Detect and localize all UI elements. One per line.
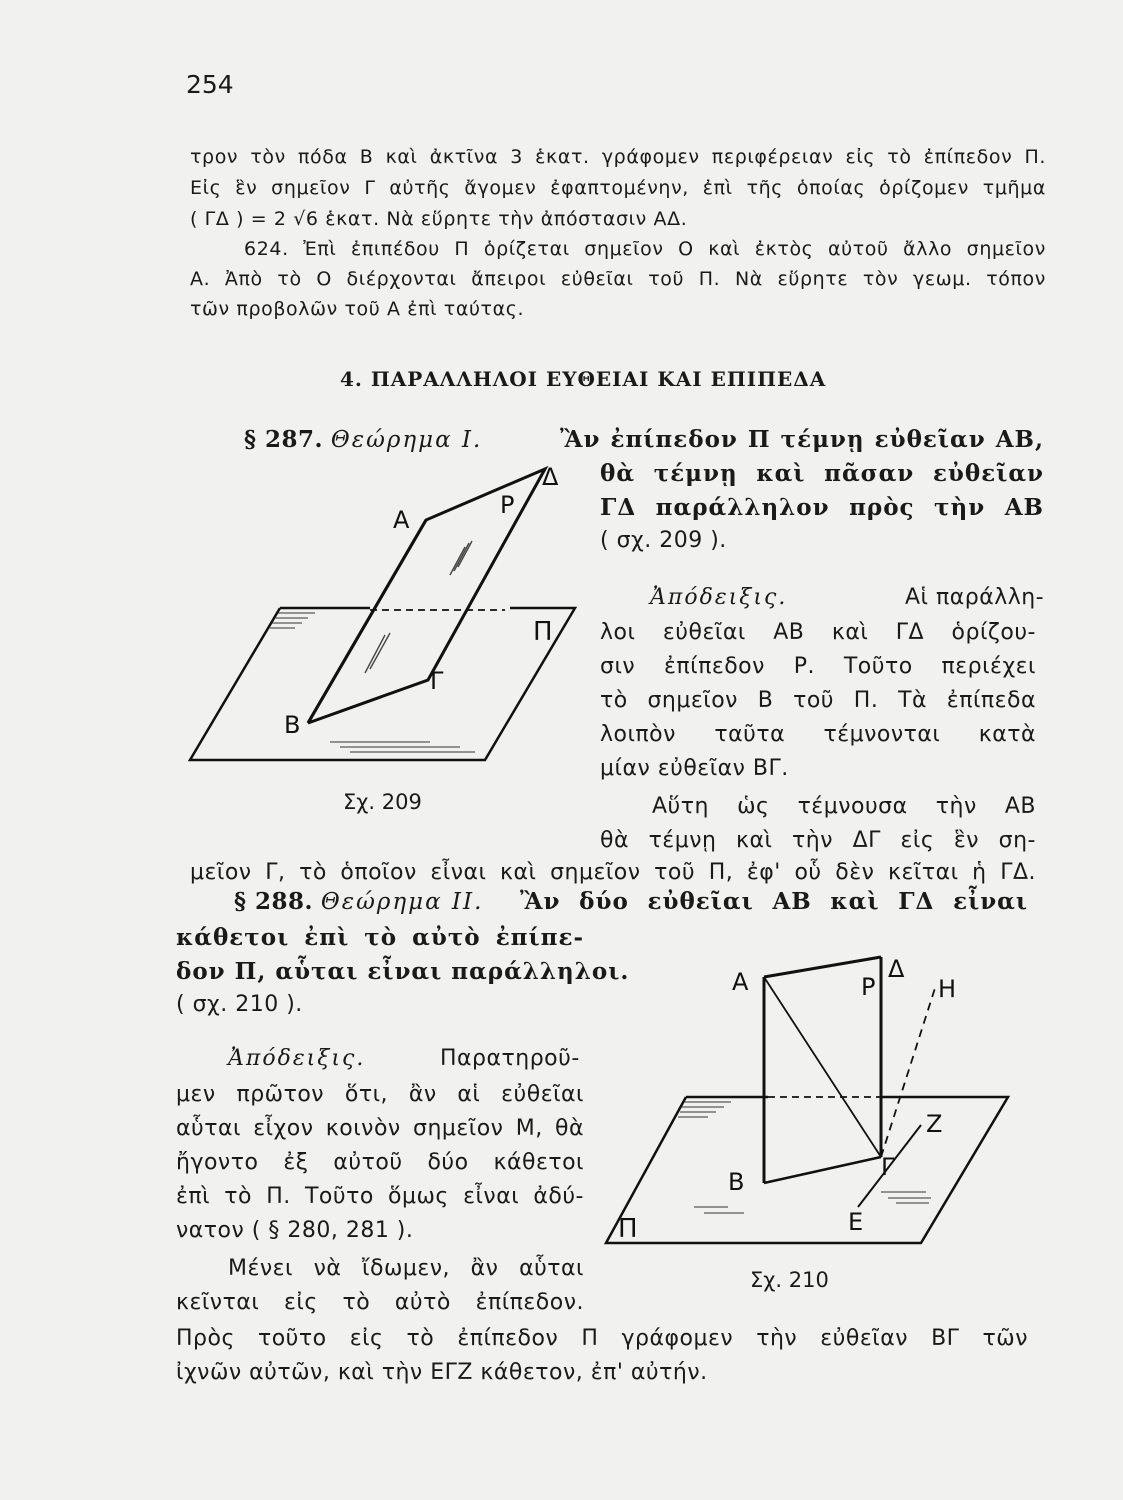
label-a: Α [393, 506, 410, 534]
theorem-statement: θὰ τέμνῃ καὶ πᾶσαν εὐθεῖαν [600, 460, 1044, 487]
line-a-g [764, 977, 881, 1157]
page-number: 254 [186, 70, 234, 99]
proof-line: μεῖον Γ, τὸ ὁποῖον εἶναι καὶ σημεῖον τοῦ Π, ἐφ' οὗ δὲν κεῖται ἡ ΓΔ. [190, 860, 1036, 885]
proof-line: λοι εὐθεῖαι ΑΒ καὶ ΓΔ ὁρίζου- [600, 620, 1036, 645]
figure-reference: ( σχ. 209 ). [600, 528, 727, 553]
theorem-statement: Ἂν δύο εὐθεῖαι ΑΒ καὶ ΓΔ εἶναι [520, 888, 1028, 915]
proof-line: Μένει νὰ ἴδωμεν, ἂν αὗται [228, 1256, 584, 1281]
theorem-statement: ΓΔ παράλληλον πρὸς τὴν ΑΒ [600, 494, 1044, 521]
theorem-statement: κάθετοι ἐπὶ τὸ αὐτὸ ἐπίπε- [176, 924, 584, 951]
plane-pi-edge [190, 608, 575, 760]
theorem-statement: δον Π, αὗται εἶναι παράλληλοι. [176, 958, 630, 985]
label-d: Δ [888, 955, 905, 983]
label-r: Ρ [861, 973, 876, 1001]
line-bg [764, 1157, 881, 1183]
theorem-1-header [244, 428, 482, 452]
label-g: Γ [881, 1153, 895, 1181]
label-g: Γ [430, 667, 444, 695]
proof-line: Πρὸς τοῦτο εἰς τὸ ἐπίπεδον Π γράφομεν τὴν εὐθεῖαν ΒΓ τῶν [176, 1326, 1028, 1351]
line-bg [308, 680, 428, 723]
label-z: Ζ [926, 1110, 943, 1138]
proof-line: μίαν εὐθεῖαν ΒΓ. [600, 756, 789, 781]
text-line: 624. Ἐπὶ ἐπιπέδου Π ὁρίζεται σημεῖον Ο καὶ ἐκτὸς αὐτοῦ ἄλλο σημεῖον [244, 238, 1046, 260]
figure-209 [180, 455, 580, 785]
proof-line: σιν ἐπίπεδον Ρ. Τοῦτο περιέχει [600, 654, 1036, 679]
proof-label: Ἀπόδειξις. [228, 1046, 366, 1071]
proof-line: τὸ σημεῖον Β τοῦ Π. Τὰ ἐπίπεδα [600, 688, 1036, 713]
theorem-name: Θεώρημα ΙΙ. [320, 889, 484, 915]
label-r: Ρ [500, 491, 515, 519]
text-line: ( ΓΔ ) = 2 √6 ἑκατ. Νὰ εὕρητε τὴν ἀπόστασιν ΑΔ. [190, 208, 688, 230]
proof-line: Αὕτη ὡς τέμνουσα τὴν ΑΒ [652, 794, 1036, 819]
proof-line: ἐπὶ τὸ Π. Τοῦτο ὅμως εἶναι ἀδύ- [176, 1184, 584, 1209]
text-line: τρον τὸν πόδα Β καὶ ἀκτῖνα 3 ἑκατ. γράφομεν περιφέρειαν εἰς τὸ ἐπίπεδον Π. [190, 146, 1046, 168]
proof-line: Παρατηροῦ- [440, 1046, 580, 1071]
label-p: Π [533, 617, 553, 647]
section-heading: 4. ΠΑΡΑΛΛΗΛΟΙ ΕΥΘΕΙΑΙ ΚΑΙ ΕΠΙΠΕΔΑ [340, 367, 827, 391]
proof-line: ἰχνῶν αὐτῶν, καὶ τὴν ΕΓΖ κάθετον, ἐπ' αὐτήν. [176, 1360, 708, 1385]
figure-caption: Σχ. 209 [343, 790, 422, 814]
text-line: Α. Ἀπὸ τὸ Ο διέρχονται ἄπειροι εὐθεῖαι τοῦ Π. Νὰ εὕρητε τὸν γεωμ. τόπον [190, 268, 1046, 290]
proof-line: αὗται εἶχον κοινὸν σημεῖον Μ, θὰ [176, 1116, 584, 1141]
theorem-statement: Ἂν ἐπίπεδον Π τέμνῃ εὐθεῖαν ΑΒ, [560, 426, 1044, 453]
line-ab [308, 520, 426, 723]
proof-line: ἤγοντο ἐξ αὐτοῦ δύο κάθετοι [176, 1150, 584, 1175]
label-p: Π [618, 1214, 638, 1244]
proof-line: μεν πρῶτον ὅτι, ἂν αἱ εὐθεῖαι [176, 1082, 584, 1107]
label-h: Η [938, 975, 957, 1003]
plane-shading [270, 613, 475, 752]
figure-reference: ( σχ. 210 ). [176, 992, 303, 1017]
proof-line: κεῖνται εἰς τὸ αὐτὸ ἐπίπεδον. [176, 1290, 584, 1315]
label-d: Δ [542, 463, 559, 491]
label-b: Β [728, 1168, 745, 1196]
line-gd [428, 469, 545, 680]
label-e: Ε [848, 1208, 864, 1236]
proof-line: νατον ( § 280, 281 ). [176, 1218, 414, 1243]
section-number: § 288. [234, 888, 314, 915]
theorem-2-header [234, 890, 483, 914]
figure-210 [596, 945, 1016, 1255]
theorem-name: Θεώρημα Ι. [330, 427, 483, 453]
plane-pi-edge [606, 1097, 1008, 1243]
figure-caption: Σχ. 210 [750, 1268, 829, 1292]
label-b: Β [284, 711, 301, 739]
proof-line: Αἱ παράλλη- [905, 585, 1045, 610]
proof-line: θὰ τέμνῃ καὶ τὴν ΔΓ εἰς ἓν ση- [600, 828, 1036, 853]
text-line: τῶν προβολῶν τοῦ Α ἐπὶ ταύτας. [190, 298, 525, 320]
proof-line: λοιπὸν ταῦτα τέμνονται κατὰ [600, 722, 1036, 747]
label-a: Α [732, 968, 749, 996]
plane-rho-shading [365, 541, 472, 673]
proof-label: Ἀπόδειξις. [650, 585, 788, 610]
text-line: Εἰς ἓν σημεῖον Γ αὐτῆς ἄγομεν ἐφαπτομένην, ἐπὶ τῆς ὁποίας ὁρίζομεν τμῆμα [190, 177, 1046, 199]
section-number: § 287. [244, 426, 324, 453]
